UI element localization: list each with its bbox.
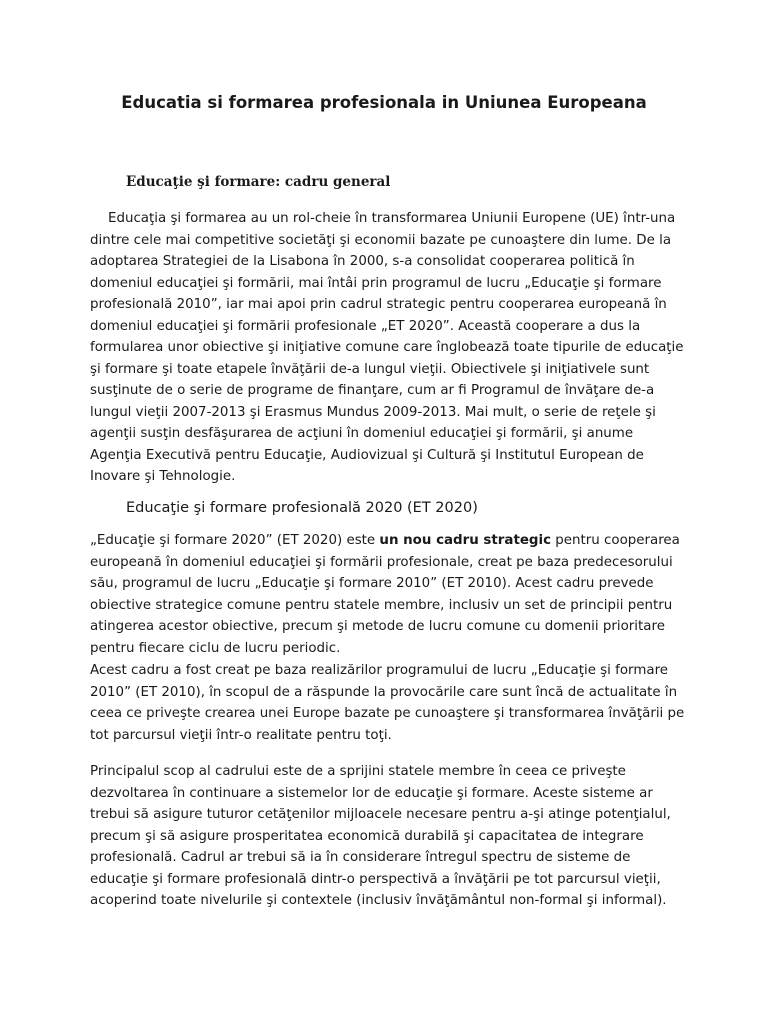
section-heading-general: Educaţie şi formare: cadru general bbox=[126, 174, 391, 190]
paragraph-framework-basis: Acest cadru a fost creat pe baza realizărilor programului de lucru „Educaţie şi formare 2010” (ET 2010), în scopul de a răspunde la provocările care sunt încă de actualitate în ceea ce priveşte crearea unei Europe bazate pe cunoaştere şi transformarea învăţării pe tot parcursul vieţii într-o realitate pentru toţi. bbox=[90, 663, 685, 743]
paragraph-et2020-text-after: pentru cooperarea europeană în domeniul educaţiei şi formării profesionale, creat pe baza predecesorului său, programul de lucru „Educaţie şi formare 2010” (ET 2010). Acest cadru prevede obiective strategice comune pentru statele membre, inclusiv un set de principii pentru atingerea acestor obiective, precum şi metode de lucru comune cu domenii prioritare pentru fiecare ciclu de lucru periodic. bbox=[90, 533, 680, 656]
paragraph-et2020-emphasis: un nou cadru strategic bbox=[379, 533, 552, 548]
paragraph-et2020-text-before: „Educaţie şi formare 2020” (ET 2020) este bbox=[90, 533, 380, 548]
paragraph-et2020 bbox=[90, 530, 686, 659]
paragraph-general: Educaţia şi formarea au un rol-cheie în transformarea Uniunii Europene (UE) într-una dintre cele mai competitive societăţi şi economii bazate pe cunoaştere din lume. De la adoptarea Strategiei de la Lisabona în 2000, s-a consolidat cooperarea politică în domeniul educaţiei şi formării, mai întâi prin programul de lucru „Educaţie şi formare profesională 2010”, iar mai apoi prin cadrul strategic pentru cooperarea europeană în domeniul educaţiei şi formării profesionale „ET 2020”. Această cooperare a dus la formularea unor obiective şi iniţiative comune care înglobează toate tipurile de educaţie şi formare şi toate etapele învăţării de-a lungul vieţii. Obiectivele şi iniţiativele sunt susţinute de o serie de programe de finanţare, cum ar fi Programul de învăţare de-a lungul vieţii 2007-2013 şi Erasmus Mundus 2009-2013. Mai mult, o serie de reţele şi agenţii susţin desfăşurarea de acţiuni în domeniul educaţiei şi formării, şi anume Agenţia Executivă pentru Educaţie, Audiovizual şi Cultură şi Institutul European de Inovare şi Tehnologie. bbox=[90, 211, 684, 484]
paragraph-main-goal: Principalul scop al cadrului este de a sprijini statele membre în ceea ce priveşte dezvoltarea în continuare a sistemelor lor de educaţie şi formare. Aceste sisteme ar trebui să asigure tuturor cetăţenilor mijloacele necesare pentru a-şi atinge potenţialul, precum şi să asigure prosperitatea economică durabilă şi capacitatea de integrare profesională. Cadrul ar trebui să ia în considerare întregul spectru de sisteme de educaţie şi formare profesională dintr-o perspectivă a învăţării pe tot parcursul vieţii, acoperind toate nivelurile şi contextele (inclusiv învăţământul non-formal şi informal). bbox=[90, 764, 671, 908]
section-heading-et2020: Educaţie şi formare profesională 2020 (ET 2020) bbox=[126, 500, 478, 516]
document-title: Educatia si formarea profesionala in Uniunea Europeana bbox=[121, 93, 647, 112]
